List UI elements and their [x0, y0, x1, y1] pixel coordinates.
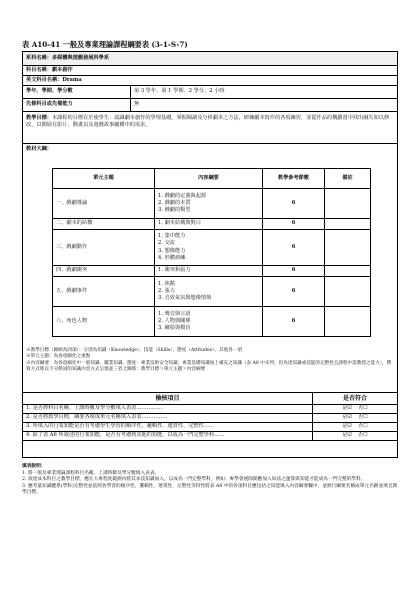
content-item: 1. 劇本結構與對白 [158, 220, 201, 227]
unit-contents [155, 219, 263, 230]
document-title: 表 A10-41 一般及專業理論課程綱要表 (3-1-S-7) [22, 40, 188, 49]
course-info-section [22, 51, 398, 156]
no-checkbox[interactable]: 否☐ [358, 432, 368, 439]
header-unit: 單元主題 [53, 169, 155, 189]
checklist-row [23, 414, 398, 423]
content-item: 3. 戲劇的類型 [158, 207, 191, 214]
unit-hours: 6 [263, 189, 325, 219]
remark-item: 3. 應考量知識體系(學科)完整性並依照各學習的順序性、邏輯性、連貫性、完整性等特性將表 A8 中的各項科目應包括之知能填入內容綱要欄中，並無行綱要名稱成單元名稱並填且教學目標。 [22, 483, 398, 495]
unit-hours: 6 [263, 277, 325, 307]
yes-checkbox[interactable]: 是☑ [342, 432, 352, 439]
checklist-choice[interactable] [313, 414, 398, 423]
content-item: 1. 焦點 [158, 280, 175, 287]
remarks-title: 填表說明： [22, 464, 46, 469]
table-row [53, 277, 371, 307]
material-label: 教材大綱： [23, 144, 398, 156]
content-item: 1. 衝突和張力 [158, 267, 191, 274]
unit-contents [155, 266, 263, 277]
no-checkbox[interactable]: 否☐ [358, 405, 368, 412]
units-table-wrap [52, 168, 370, 337]
content-item: 2. 人物與關係 [158, 317, 191, 324]
course-en-value: Drama [62, 76, 82, 83]
content-item: 1. 戲劇的定義與起源 [158, 192, 207, 199]
checklist-item: 1. 是否將科目名稱、上課時數及學分數填入表表…………… [23, 405, 313, 414]
unit-contents [155, 230, 263, 266]
semester-value: 第 3 學年、第 1 學期、2 學分、2 小時 [131, 86, 398, 99]
remark-item: 2. 欲達成本科目之教學目標，應在大專程度範圍內將其本技知識加入，以成為一門完整學科，例如：專學會展除開應加入如法之運算與知能才能成為一門完整的學科。 [22, 477, 366, 482]
yes-checkbox[interactable]: 是☑ [342, 423, 352, 430]
group-value: 多媒體與遊戲發展科學系 [51, 54, 110, 61]
units-table [52, 168, 371, 337]
table-row [53, 230, 371, 266]
unit-hours: 6 [263, 266, 325, 277]
checklist-choice[interactable] [313, 432, 398, 441]
footnote: ※教學目標（歸納為四項）：分別為知識（Knowledge）、技能（Skills）、態度（Attitudes）、其他各一項 [26, 348, 242, 353]
unit-note [325, 189, 371, 219]
table-row [53, 219, 371, 230]
unit-contents [155, 277, 263, 307]
checklist-choice[interactable] [313, 423, 398, 432]
unit-title: 四、戲劇衝突 [53, 266, 155, 277]
unit-title: 三、戲劇動作 [53, 230, 155, 266]
goal-text: 本課程的目標在於使學生：認識劇本創作的學理基礎，掌握閱讀及分析劇本之方法，研練劇本寫作的各項練習，並從作品的構劃當中找出融失如以修改，以開展在影片、動畫以及遊戲故事劇構中的需求。 [26, 115, 390, 129]
unit-title: 五、戲劇事件 [53, 277, 155, 307]
yes-checkbox[interactable]: 是☑ [342, 405, 352, 412]
content-item: 2. 戲劇的本質 [158, 199, 191, 206]
remark-item: 1. 將一般及專業理論課程科目名稱、上課時數及學分數填入表表。 [22, 470, 160, 476]
content-item: 3. 繪影與模仿 [158, 325, 191, 332]
unit-title: 一、戲劇導論 [53, 189, 155, 219]
semester-label: 學年、學期、學分數 [23, 86, 131, 99]
header-note: 備註 [325, 169, 371, 189]
content-item: 3. 音效氣氛與想像情境 [158, 295, 212, 302]
checklist-choice[interactable] [313, 405, 398, 414]
header-content: 內容綱要 [155, 169, 263, 189]
group-label: 系科名稱： [26, 54, 52, 61]
course-en-row [23, 76, 398, 86]
course-cn-value: 劇本創作 [51, 66, 73, 73]
prereq-label: 先修科目或先備能力 [23, 99, 131, 112]
checklist-item: 4. 除了表 A6 所敘述的行業知能，是否有考慮到其他的知能，以成為一門完整學科…… [23, 432, 313, 441]
unit-note [325, 230, 371, 266]
course-en-label: 英文科目名稱： [26, 76, 63, 83]
unit-title: 六、角色人物 [53, 307, 155, 337]
content-item: 3. 想像能力 [158, 247, 186, 254]
footnote: ※內容綱要：為各項細化中一般知識、職業知識、態度：專業技術安全知識；專業基礎知識加上補充之知識（表 A8 中未列，但為達知識或技能的完整性且課程中需教授之能力），撰寫方式係以不分動詞的知識內容方式呈現並三者之關係：教學目標＞單元主題＞內容綱要 [26, 360, 392, 373]
course-cn-row [23, 66, 398, 76]
table-row [53, 266, 371, 277]
unit-contents [155, 307, 263, 337]
footnotes [26, 348, 394, 374]
unit-title: 二、劇本的結構 [53, 219, 155, 230]
checklist-table [22, 392, 398, 441]
checklist-section [22, 392, 398, 441]
unit-note [325, 277, 371, 307]
unit-hours: 6 [263, 219, 325, 230]
content-item: 1. 聲音與言語 [158, 310, 191, 317]
remarks-section [22, 464, 398, 497]
checklist-row [23, 423, 398, 432]
unit-hours: 6 [263, 230, 325, 266]
content-item: 2. 張力 [158, 287, 175, 294]
unit-hours: 6 [263, 307, 325, 337]
unit-note [325, 219, 371, 230]
prereq-value: 無 [131, 99, 398, 112]
no-checkbox[interactable]: 否☐ [358, 414, 368, 421]
unit-note [325, 266, 371, 277]
checklist-item: 2. 是否將教學目標，綱要各填成單元名稱填入表表…………… [23, 414, 313, 423]
content-item: 4. 形體訓練 [158, 254, 186, 261]
checklist-row [23, 432, 398, 441]
goal-label: 教學目標： [26, 115, 52, 121]
checklist-item: 3. 所填入的行業知能是否有考慮學生學習的順序性，邏輯性、連貫性、完整性…… [23, 423, 313, 432]
yes-checkbox[interactable]: 是☑ [342, 414, 352, 421]
course-cn-label: 科目名稱： [26, 66, 52, 73]
goal-row [23, 112, 398, 144]
table-row [53, 189, 371, 219]
header-hours: 教學參考節數 [263, 169, 325, 189]
footnote: ※單元主題：為各項細化之重點 [26, 354, 91, 360]
table-row [53, 307, 371, 337]
checklist-header-item: 檢核項目 [23, 393, 313, 405]
content-item: 2. 交流 [158, 240, 175, 247]
unit-note [325, 307, 371, 337]
content-item: 1. 集中能力 [158, 233, 186, 240]
unit-contents [155, 189, 263, 219]
no-checkbox[interactable]: 否☐ [358, 423, 368, 430]
checklist-row [23, 405, 398, 414]
group-row [23, 52, 398, 66]
checklist-header-result: 是否符合 [313, 393, 398, 405]
